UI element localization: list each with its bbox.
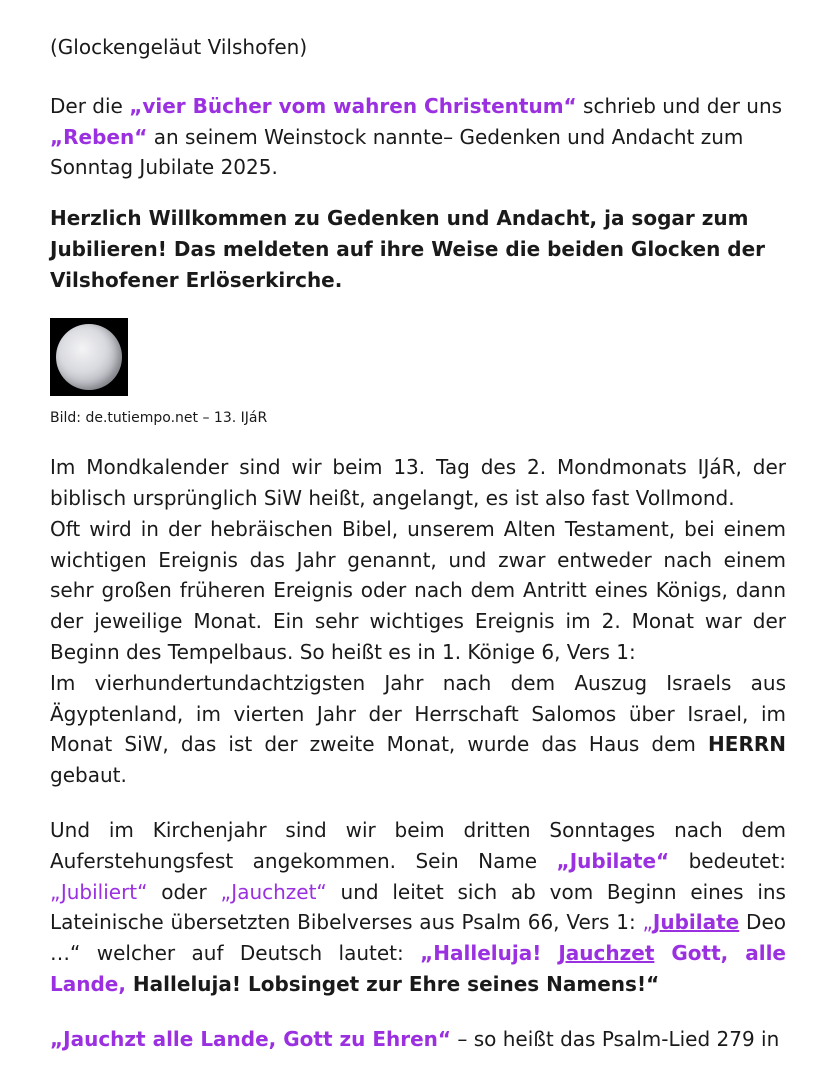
psalm-lied-title: „Jauchzt alle Lande, Gott zu Ehren“	[50, 1026, 452, 1051]
document-page	[50, 32, 786, 1055]
jubiliert-word: „Jubiliert“	[50, 879, 148, 904]
bells-line: (Glockengeläut Vilshofen)	[50, 35, 308, 59]
intro-text-b: schrieb und der uns	[576, 93, 783, 118]
reben-word: „Reben“	[50, 124, 148, 149]
intro-paragraph	[50, 91, 786, 183]
moon-image	[50, 318, 128, 396]
jubilate-text-d: und leitet sich ab vom Beginn eines ins Lateinische übersetzten Bibelverses aus Psalm 66, Vers 1:	[50, 879, 786, 935]
latin-quote-rest: Deo …“ welcher auf Deutsch lautet:	[50, 910, 786, 966]
quote-text-a: Im vierhundertundachtzigsten Jahr nach dem Auszug Israels aus Ägyptenland, im vierten Jahr der Herrschaft Salomos über Israel, im Monat SiW, das ist der zweite Monat, wurde das Haus dem	[50, 670, 786, 757]
jauchzet-word: „Jauchzet“	[220, 879, 327, 904]
quote-text-b: gebaut.	[50, 763, 127, 788]
herrn-word: HERRN	[708, 732, 786, 757]
jubilate-text-c: oder	[147, 879, 221, 904]
psalm-lied-rest: – so heißt das Psalm-Lied 279 in	[451, 1026, 780, 1051]
jubilate-paragraph	[50, 815, 786, 1000]
books-title: „vier Bücher vom wahren Christentum“	[129, 93, 577, 118]
jubilate-text-b: bedeutet:	[669, 848, 787, 873]
full-moon-icon	[56, 324, 122, 390]
jubilate-text-a: Und im Kirchenjahr sind wir beim dritten Sonntages nach dem Auferstehungsfest angekommen. Sein Name	[50, 817, 786, 873]
latin-quote-open: „	[642, 910, 653, 935]
kings-quote-paragraph	[50, 668, 786, 791]
moon-calendar-paragraph: Im Mondkalender sind wir beim 13. Tag des 2. Mondmonats IJáR, der biblisch ursprünglich SiW heißt, angelangt, es ist also fast Vollmond.	[50, 455, 786, 510]
intro-text-c: an seinem Weinstock nannte– Gedenken und Andacht zum Sonntag Jubilate 2025.	[50, 124, 744, 180]
welcome-heading: Herzlich Willkommen zu Gedenken und Andacht, ja sogar zum Jubilieren! Das meldeten auf ihre Weise die beiden Glocken der Vilshofener Erlöserkirche.	[50, 206, 766, 293]
jauchzet-underlined[interactable]: Jauchzet	[558, 941, 655, 966]
bible-paragraph: Oft wird in der hebräischen Bibel, unserem Alten Testament, bei einem wichtigen Ereignis das Jahr genannt, und zwar entweder nach einem sehr großen früheren Ereignis oder nach dem Antritt eines Königs, dann der jeweilige Monat. Ein sehr wichtiges Ereignis im 2. Monat war der Beginn des Tempelbaus. So heißt es in 1. Könige 6, Vers 1:	[50, 516, 786, 664]
lobsinget-text: Halleluja! Lobsinget zur Ehre seines Namens!“	[125, 971, 660, 996]
halleluja-1: „Halleluja!	[420, 941, 559, 966]
latin-jubilate-link[interactable]: Jubilate	[652, 910, 740, 935]
gott-alle-lande: Gott, alle Lande,	[50, 941, 786, 996]
intro-text-a: Der die	[50, 93, 130, 118]
jubilate-name: „Jubilate“	[556, 848, 670, 873]
psalm-lied-paragraph	[50, 1024, 786, 1055]
image-caption: Bild: de.tutiempo.net – 13. IJáR	[50, 410, 268, 427]
